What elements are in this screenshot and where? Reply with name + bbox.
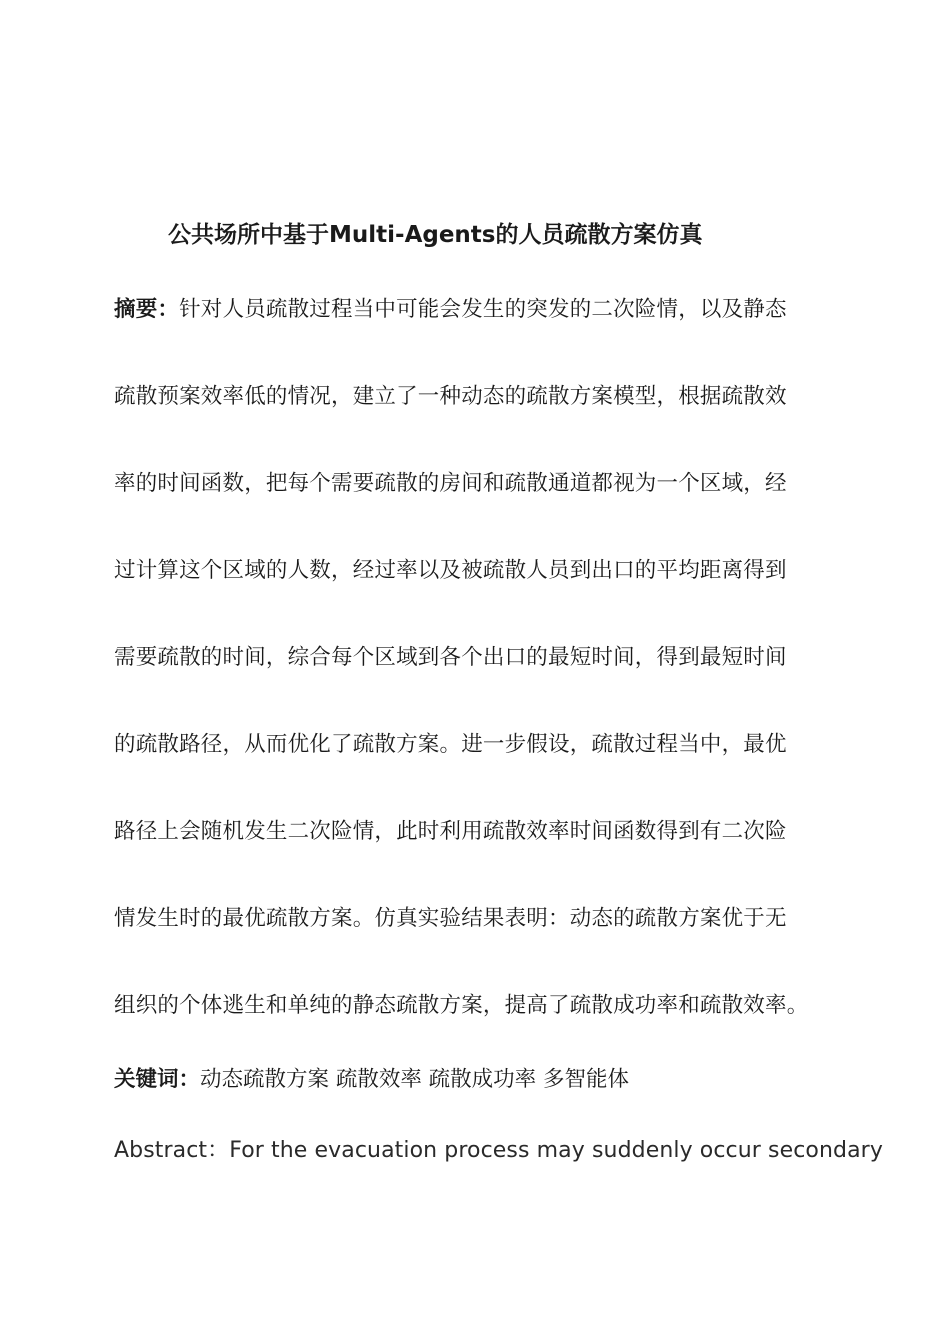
keywords-line: [114, 1062, 629, 1093]
abstract-line: 组织的个体逃生和单纯的静态疏散方案，提高了疏散成功率和疏散效率。: [114, 993, 809, 1018]
abstract-line: 的疏散路径，从而优化了疏散方案。进一步假设，疏散过程当中，最优: [114, 732, 787, 757]
abstract-line: 路径上会随机发生二次险情，此时利用疏散效率时间函数得到有二次险: [114, 819, 787, 844]
abstract-label: 摘要：: [114, 297, 180, 322]
abstract-line: 情发生时的最优疏散方案。仿真实验结果表明：动态的疏散方案优于无: [114, 906, 787, 931]
keywords-text: 动态疏散方案 疏散效率 疏散成功率 多智能体: [200, 1067, 630, 1092]
abstract-line: 疏散预案效率低的情况，建立了一种动态的疏散方案模型，根据疏散效: [114, 384, 787, 409]
abstract-text: 针对人员疏散过程当中可能会发生的突发的二次险情，以及静态: [179, 297, 787, 322]
keywords-label: 关键词：: [114, 1067, 201, 1092]
abstract-line: 过计算这个区域的人数，经过率以及被疏散人员到出口的平均距离得到: [114, 558, 787, 583]
abstract-line: [114, 292, 787, 323]
english-abstract-line: Abstract：For the evacuation process may suddenly occur secondary: [114, 1138, 883, 1163]
abstract-line: 需要疏散的时间，综合每个区域到各个出口的最短时间，得到最短时间: [114, 645, 787, 670]
abstract-line: 率的时间函数，把每个需要疏散的房间和疏散通道都视为一个区域，经: [114, 471, 787, 496]
document-title: 公共场所中基于Multi-Agents的人员疏散方案仿真: [168, 222, 703, 248]
